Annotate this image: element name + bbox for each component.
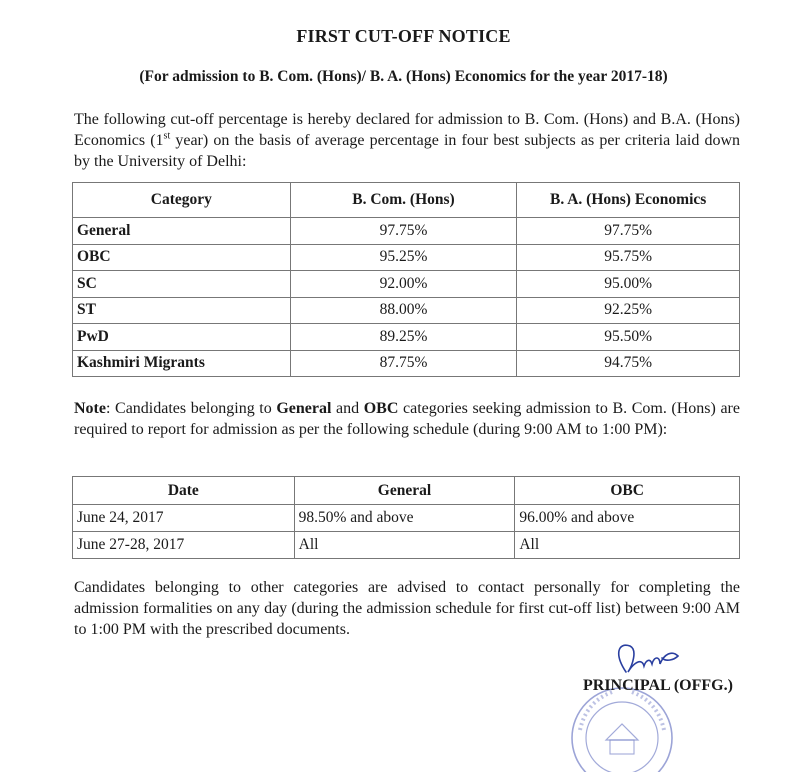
- note-label: Note: [74, 400, 106, 417]
- ba-cell: 94.75%: [517, 350, 740, 377]
- bcom-cell: 88.00%: [290, 297, 517, 324]
- bcom-cell: 97.75%: [290, 218, 517, 245]
- table-row: [73, 505, 740, 532]
- schedule-header-general: General: [294, 477, 515, 505]
- ba-cell: 95.75%: [517, 244, 740, 271]
- table-row: [73, 324, 740, 351]
- date-cell: June 27-28, 2017: [73, 532, 295, 559]
- general-cell: All: [294, 532, 515, 559]
- category-cell: SC: [73, 271, 291, 298]
- note-bold-obc: OBC: [363, 400, 399, 417]
- cutoff-header-ba: B. A. (Hons) Economics: [517, 183, 740, 218]
- page-subtitle: (For admission to B. Com. (Hons)/ B. A. (Hons) Economics for the year 2017-18): [139, 68, 668, 85]
- schedule-header-date: Date: [73, 477, 295, 505]
- ba-cell: 95.00%: [517, 271, 740, 298]
- note-text-1: : Candidates belonging to: [105, 400, 277, 417]
- cutoff-header-row: [73, 183, 740, 218]
- date-cell: June 24, 2017: [73, 505, 295, 532]
- closing-paragraph: Candidates belonging to other categories are advised to contact personally for completing the admission formalities on any day (during the admission schedule for first cut-off list) between 9:00 AM to 1:00 PM with the prescribed documents.: [74, 579, 740, 638]
- intro-text-part1: The following cut-off percentage is hereby declared for admission to B. Com. (Hons) and B.A. (Hons) Economics (1: [74, 111, 740, 149]
- schedule-header-obc: OBC: [515, 477, 740, 505]
- obc-cell: All: [515, 532, 740, 559]
- signatory-title: PRINCIPAL (OFFG.): [583, 677, 733, 694]
- category-cell: ST: [73, 297, 291, 324]
- intro-paragraph: [74, 109, 740, 172]
- general-cell: 98.50% and above: [294, 505, 515, 532]
- category-cell: General: [73, 218, 291, 245]
- category-cell: Kashmiri Migrants: [73, 350, 291, 377]
- note-paragraph: [74, 398, 740, 440]
- bcom-cell: 89.25%: [290, 324, 517, 351]
- obc-cell: 96.00% and above: [515, 505, 740, 532]
- cutoff-table: [72, 182, 740, 377]
- page-title: FIRST CUT-OFF NOTICE: [296, 26, 511, 46]
- intro-text-part2: year) on the basis of average percentage in four best subjects as per criteria laid down by the University of Delhi:: [74, 132, 740, 170]
- category-cell: OBC: [73, 244, 291, 271]
- cutoff-header-category: Category: [73, 183, 291, 218]
- ba-cell: 92.25%: [517, 297, 740, 324]
- schedule-table: [72, 476, 740, 559]
- schedule-header-row: [73, 477, 740, 505]
- category-cell: PwD: [73, 324, 291, 351]
- note-bold-general: General: [276, 400, 332, 417]
- bcom-cell: 95.25%: [290, 244, 517, 271]
- intro-superscript: st: [163, 130, 171, 142]
- ba-cell: 95.50%: [517, 324, 740, 351]
- table-row: [73, 350, 740, 377]
- cutoff-header-bcom: B. Com. (Hons): [290, 183, 517, 218]
- ba-cell: 97.75%: [517, 218, 740, 245]
- note-text-3: categories seeking admission to B. Com. (Hons) are required to report for admission as per the following schedule (during 9:00 AM to 1:00 PM):: [74, 400, 740, 438]
- note-text-2: and: [331, 400, 364, 417]
- table-row: [73, 244, 740, 271]
- signature-mark: [608, 636, 688, 678]
- table-row: [73, 271, 740, 298]
- bcom-cell: 92.00%: [290, 271, 517, 298]
- table-row: [73, 218, 740, 245]
- table-row: [73, 532, 740, 559]
- bcom-cell: 87.75%: [290, 350, 517, 377]
- table-row: [73, 297, 740, 324]
